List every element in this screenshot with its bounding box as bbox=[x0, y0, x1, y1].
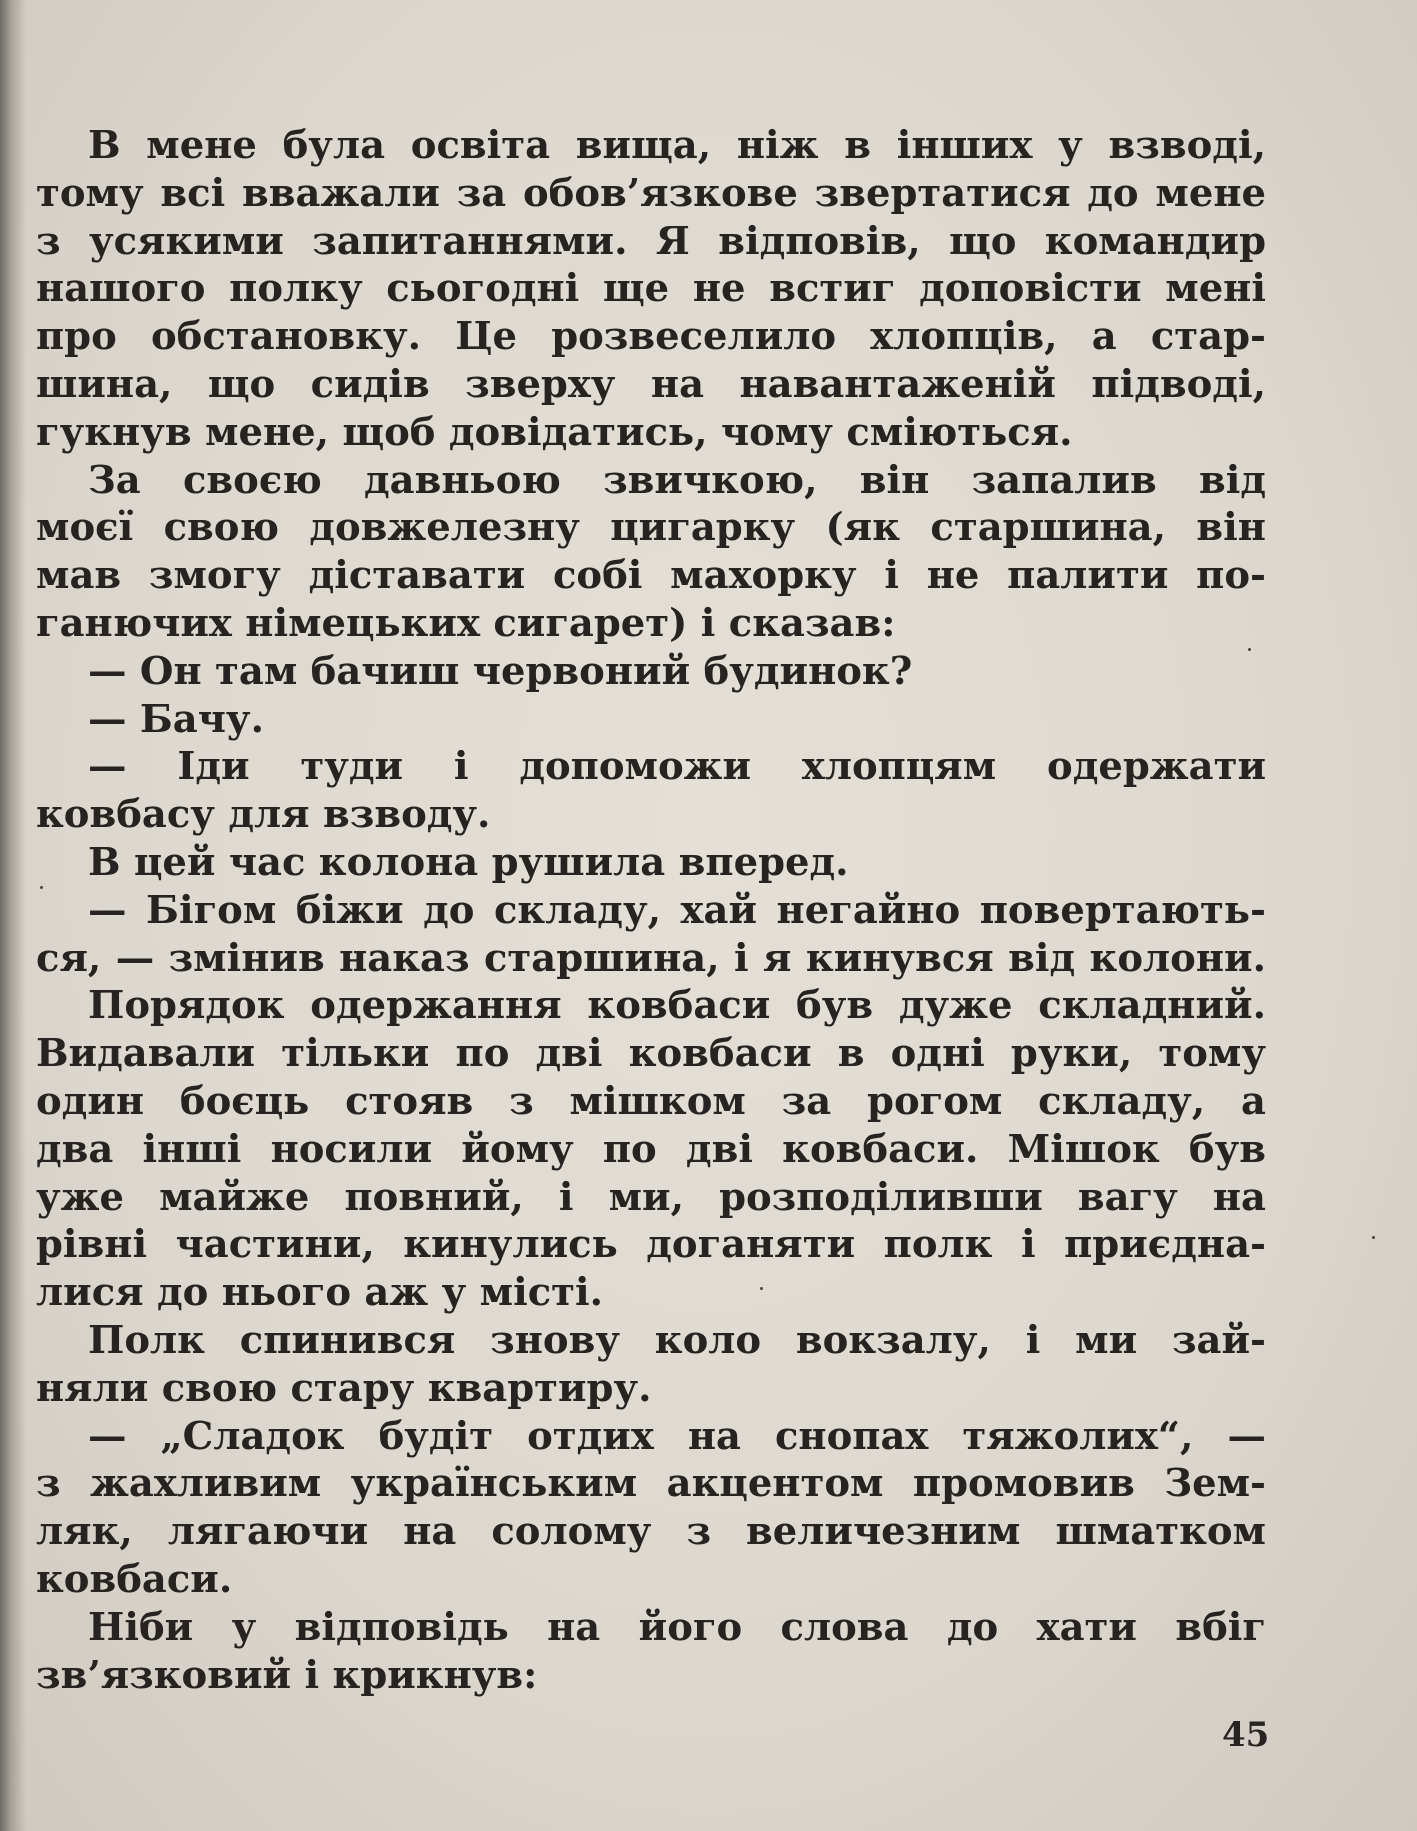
text-line: нашого полку сьогодні ще не встиг доповісти мені bbox=[36, 266, 1266, 312]
text-line: Видавали тільки по дві ковбаси в одні руки, тому bbox=[36, 1031, 1266, 1077]
text-line: з усякими запитаннями. Я відповів, що командир bbox=[36, 218, 1266, 264]
text-line: лися до нього аж у місті. bbox=[36, 1270, 604, 1316]
text-line: — Он там бачиш червоний будинок? bbox=[88, 648, 913, 694]
text-line: про обстановку. Це розвеселило хлопців, а стар- bbox=[36, 314, 1266, 360]
text-line: — „Сладок будіт отдих на снопах тяжолих“, — bbox=[88, 1413, 1266, 1459]
text-line: ганючих німецьких сигарет) і сказав: bbox=[36, 600, 896, 646]
text-line: з жахливим українським акцентом промовив Зем- bbox=[36, 1461, 1266, 1507]
paragraph bbox=[36, 839, 1266, 887]
text-line: мав змогу діставати собі махорку і не палити по- bbox=[36, 553, 1266, 599]
text-line: рівні частини, кинулись доганяти полк і приєдна- bbox=[36, 1222, 1266, 1268]
text-line: тому всі вважали за обов’язкове звертатися до мене bbox=[36, 170, 1266, 216]
paragraph bbox=[36, 1413, 1266, 1604]
text-line: ся, — змінив наказ старшина, і я кинувся від колони. bbox=[36, 935, 1266, 981]
text-line: шина, що сидів зверху на навантаженій підводі, bbox=[36, 361, 1266, 407]
page-number: 45 bbox=[1222, 1715, 1270, 1755]
text-line: моєї свою довжелезну цигарку (як старшина, він bbox=[36, 505, 1266, 551]
paragraph bbox=[36, 743, 1266, 839]
text-line: Порядок одержання ковбаси був дуже складний. bbox=[88, 983, 1266, 1029]
text-line: В мене була освіта вища, ніж в інших у взводі, bbox=[88, 123, 1266, 168]
text-line: няли свою стару квартиру. bbox=[36, 1365, 652, 1411]
paper-speck bbox=[760, 1287, 763, 1290]
text-line: — Бігом біжи до складу, хай негайно повертають- bbox=[88, 887, 1266, 933]
text-line: ковбаси. bbox=[36, 1556, 233, 1602]
text-line: уже майже повний, і ми, розподіливши вагу на bbox=[36, 1174, 1266, 1220]
text-line: ляк, лягаючи на солому з величезним шматком bbox=[36, 1509, 1266, 1555]
paragraph bbox=[36, 648, 1266, 696]
text-line: В цей час колона рушила вперед. bbox=[88, 839, 849, 885]
text-line: гукнув мене, щоб довідатись, чому сміються. bbox=[36, 409, 1073, 455]
text-line: ковбасу для взводу. bbox=[36, 792, 491, 838]
paper-speck bbox=[1248, 648, 1251, 651]
paragraph bbox=[36, 887, 1266, 983]
paragraph bbox=[36, 982, 1266, 1317]
paragraph bbox=[36, 696, 1266, 744]
paragraph bbox=[36, 457, 1266, 648]
paragraph bbox=[36, 1317, 1266, 1413]
text-line: два інші носили йому по дві ковбаси. Мішок був bbox=[36, 1126, 1266, 1172]
text-line: За своєю давньою звичкою, він запалив від bbox=[88, 457, 1266, 503]
paragraph bbox=[36, 122, 1266, 457]
binding-shadow bbox=[0, 0, 26, 1831]
text-line: — Бачу. bbox=[88, 696, 264, 742]
paper-speck bbox=[40, 886, 43, 889]
text-line: — Іди туди і допоможи хлопцям одержати bbox=[88, 744, 1266, 790]
text-line: один боєць стояв з мішком за рогом складу, а bbox=[36, 1078, 1266, 1124]
body-text bbox=[36, 122, 1266, 1699]
text-line: зв’язковий і крикнув: bbox=[36, 1652, 538, 1698]
paragraph bbox=[36, 1604, 1266, 1700]
paper-speck bbox=[1372, 1236, 1375, 1239]
text-line: Полк спинився знову коло вокзалу, і ми зай- bbox=[88, 1317, 1266, 1363]
text-line: Ніби у відповідь на його слова до хати вбіг bbox=[88, 1604, 1266, 1650]
